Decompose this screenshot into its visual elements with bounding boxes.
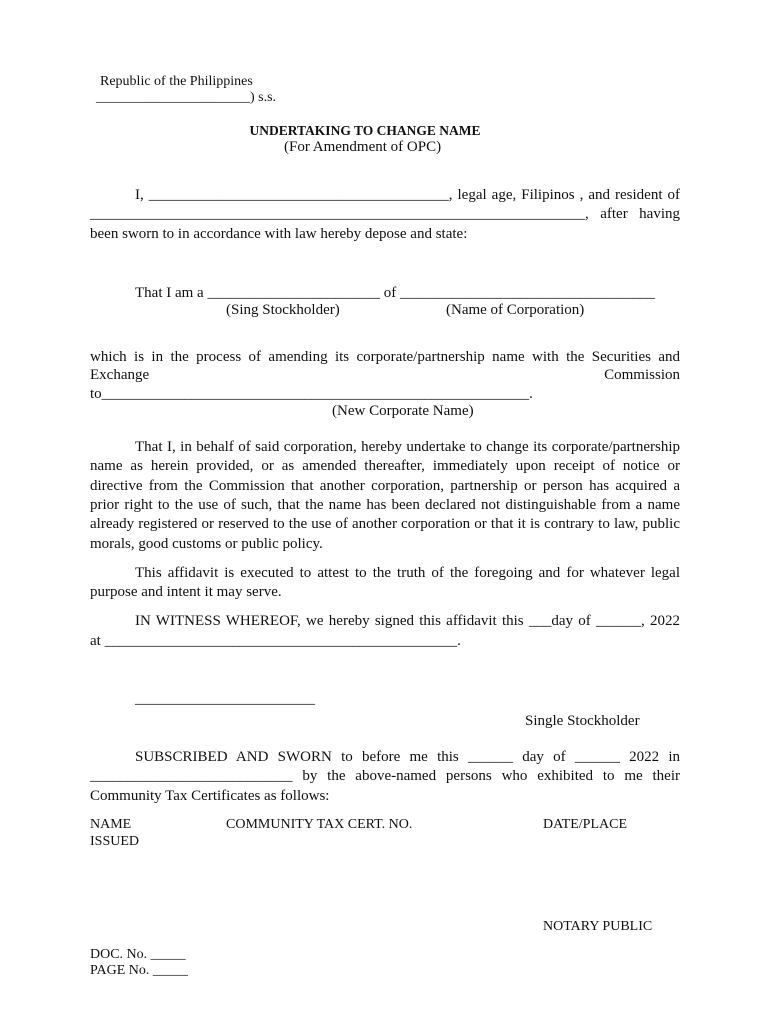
undertaking-paragraph-line: already registered or reserved to the use of another corporation or that it is contrary to law, public xyxy=(90,516,680,532)
doc-number: DOC. No. _____ xyxy=(90,947,186,962)
label-corporation: (Name of Corporation) xyxy=(446,302,585,318)
header-venue-line: ______________________) s.s. xyxy=(96,90,277,105)
witness-paragraph-line: IN WITNESS WHEREOF, we hereby signed this affidavit this ___day of ______, 2022 xyxy=(135,613,680,629)
table-header-name: NAME xyxy=(90,817,132,832)
affidavit-paragraph-line: purpose and intent it may serve. xyxy=(90,584,282,600)
page-number: PAGE No. _____ xyxy=(90,963,188,978)
document-title: UNDERTAKING TO CHANGE NAME xyxy=(249,123,481,138)
header-republic: Republic of the Philippines xyxy=(100,74,253,89)
table-header-ctc-no: COMMUNITY TAX CERT. NO. xyxy=(226,817,413,832)
undertaking-paragraph-line: name as herein provided, or as amended thereafter, immediately upon receipt of notice or xyxy=(90,458,680,474)
table-header-date-place: DATE/PLACE xyxy=(543,817,627,832)
table-header-issued: ISSUED xyxy=(90,834,140,849)
jurat-line: Community Tax Certificates as follows: xyxy=(90,788,330,804)
designation-line: That I am a _______________________ of __________________________________ xyxy=(135,285,655,301)
undertaking-paragraph-line: prior right to the use of such, that the name has been declared not distinguishable from a name xyxy=(90,497,680,513)
witness-paragraph-line: at _______________________________________________. xyxy=(90,633,461,649)
document-subtitle: (For Amendment of OPC) xyxy=(284,139,442,155)
label-new-corporate-name: (New Corporate Name) xyxy=(332,403,474,419)
process-paragraph-line: which is in the process of amending its corporate/partnership name with the Securities and xyxy=(90,349,680,365)
undertaking-paragraph-line: morals, good customs or public policy. xyxy=(90,536,323,552)
process-paragraph-line: to_________________________________________________________. xyxy=(90,386,533,402)
signature-label: Single Stockholder xyxy=(525,713,640,729)
notary-public-label: NOTARY PUBLIC xyxy=(543,919,653,934)
undertaking-paragraph-line: That I, in behalf of said corporation, hereby undertake to change its corporate/partnership xyxy=(135,439,680,455)
affidavit-paragraph-line: This affidavit is executed to attest to the truth of the foregoing and for whatever legal xyxy=(135,565,680,581)
affiant-paragraph-line: been sworn to in accordance with law hereby depose and state: xyxy=(90,226,468,242)
undertaking-paragraph-line: directive from the Commission that another corporation, partnership or person has acquired a xyxy=(90,478,680,494)
jurat-line: SUBSCRIBED AND SWORN to before me this ______ day of ______ 2022 in xyxy=(135,749,680,765)
process-paragraph-line: Exchange Commission xyxy=(90,367,680,383)
signature-line: ________________________ xyxy=(135,691,315,707)
affiant-paragraph-line: I, ________________________________________, legal age, Filipinos , and resident of xyxy=(135,187,680,203)
affiant-paragraph-line: __________________________________________________________________, after having xyxy=(90,206,680,222)
label-stockholder: (Sing Stockholder) xyxy=(226,302,340,318)
jurat-line: ___________________________ by the above-named persons who exhibited to me their xyxy=(90,768,680,784)
